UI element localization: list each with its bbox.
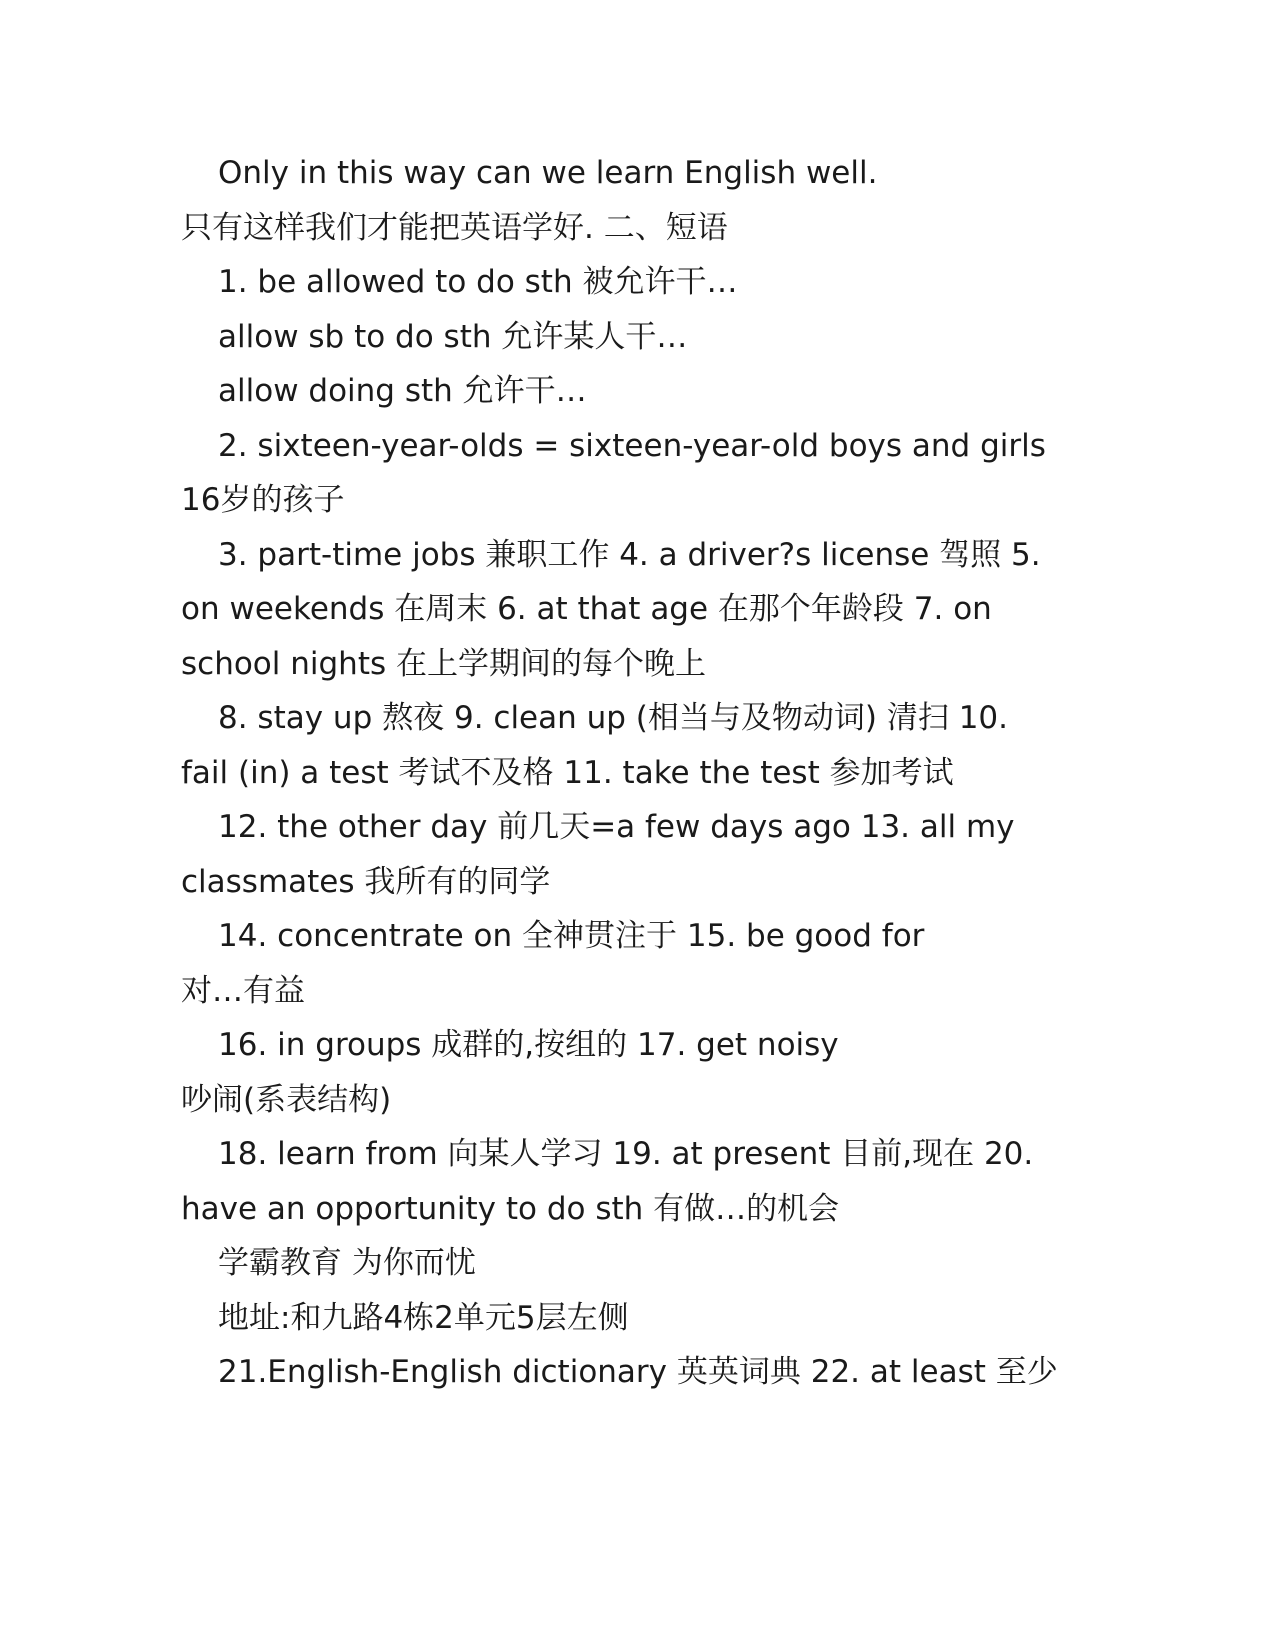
text-line: 2. sixteen-year-olds = sixteen-year-old boys and girls: [218, 427, 1046, 464]
text-line: Only in this way can we learn English well.: [218, 155, 878, 191]
text-line: 吵闹(系表结构): [181, 1081, 392, 1118]
text-line: school nights 在上学期间的每个晚上: [181, 645, 706, 682]
text-line: 3. part-time jobs 兼职工作 4. a driver?s license 驾照 5.: [218, 536, 1041, 573]
text-line: 16. in groups 成群的,按组的 17. get noisy: [218, 1027, 839, 1063]
text-line: 1. be allowed to do sth 被允许干…: [218, 264, 738, 300]
text-line: 18. learn from 向某人学习 19. at present 目前,现在 20.: [218, 1136, 1034, 1172]
text-line: fail (in) a test 考试不及格 11. take the test 参加考试: [181, 754, 954, 791]
text-line: allow doing sth 允许干…: [218, 373, 587, 409]
text-line: 12. the other day 前几天=a few days ago 13. all my: [218, 809, 1015, 845]
document-body: [181, 146, 1058, 1400]
text-line: 8. stay up 熬夜 9. clean up (相当与及物动词) 清扫 10.: [218, 700, 1008, 736]
text-line: have an opportunity to do sth 有做…的机会: [181, 1190, 840, 1227]
text-line: 学霸教育 为你而忧: [218, 1245, 476, 1281]
text-line: 只有这样我们才能把英语学好. 二、短语: [181, 209, 728, 246]
text-line: allow sb to do sth 允许某人干…: [218, 318, 688, 355]
text-line: on weekends 在周末 6. at that age 在那个年龄段 7. on: [181, 591, 992, 627]
text-line: classmates 我所有的同学: [181, 863, 551, 900]
text-line: 21.English-English dictionary 英英词典 22. at least 至少: [218, 1354, 1058, 1390]
text-line: 地址:和九路4栋2单元5层左侧: [218, 1299, 629, 1336]
text-line: 14. concentrate on 全神贯注于 15. be good for: [218, 918, 925, 954]
text-line: 16岁的孩子: [181, 482, 345, 518]
text-line: 对…有益: [181, 972, 305, 1009]
